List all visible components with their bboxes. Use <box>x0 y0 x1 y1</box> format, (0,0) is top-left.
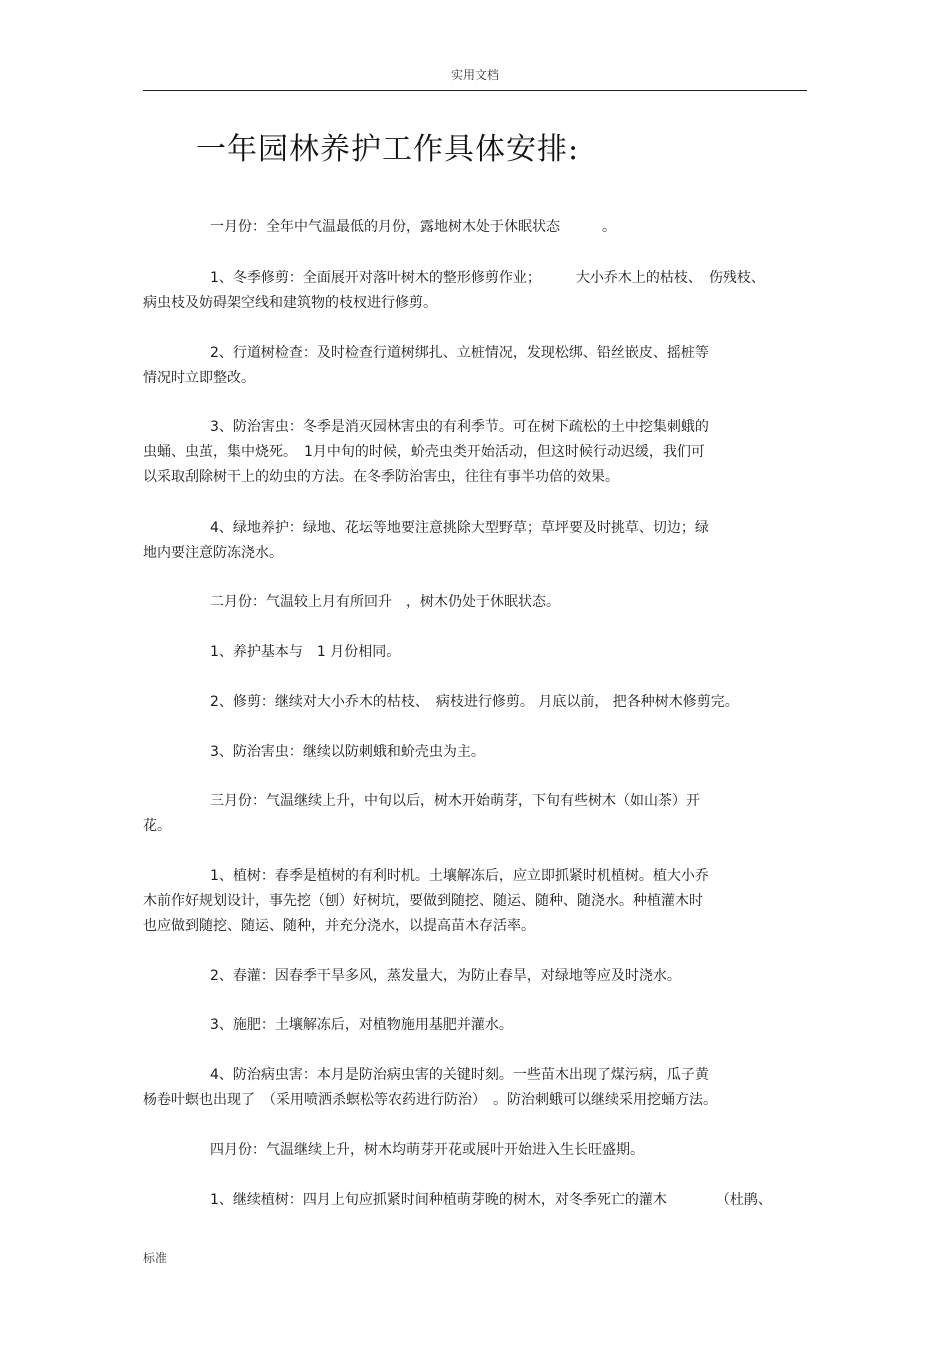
text-line: 3、防治害虫：冬季是消灭园林害虫的有利季节。可在树下疏松的土中挖集刺蛾的 <box>210 419 709 435</box>
text-line: 4、绿地养护：绿地、花坛等地要注意挑除大型野草；草坪要及时挑草、切边；绿 <box>210 520 709 536</box>
text-line: 地内要注意防冻浇水。 <box>143 545 283 561</box>
text-line: 二月份：气温较上月有所回升 ，树木仍处于休眠状态。 <box>210 594 560 610</box>
text-line: 虫蛹、虫茧，集中烧死。 1月中旬的时候，蚧壳虫类开始活动，但这时候行动迟缓，我们可 <box>143 444 705 460</box>
text-line: 2、行道树检查：及时检查行道树绑扎、立桩情况，发现松绑、铅丝嵌皮、摇桩等 <box>210 345 709 361</box>
text-line: 情况时立即整改。 <box>143 370 255 386</box>
text-line: 3、防治害虫：继续以防刺蛾和蚧壳虫为主。 <box>210 744 485 760</box>
text-line: 3、施肥：土壤解冻后，对植物施用基肥并灌水。 <box>210 1017 513 1033</box>
text-line: 2、春灌：因春季干旱多风，蒸发量大，为防止春旱，对绿地等应及时浇水。 <box>210 968 681 984</box>
text-line: 1、继续植树：四月上旬应抓紧时间种植萌芽晚的树木，对冬季死亡的灌木 （杜鹃、 <box>210 1192 772 1208</box>
text-line: 一月份：全年中气温最低的月份，露地树木处于休眠状态 。 <box>210 219 616 235</box>
text-line: 木前作好规划设计，事先挖（刨）好树坑，要做到随挖、随运、随种、随浇水。种植灌木时 <box>143 893 703 909</box>
text-line: 以采取刮除树干上的幼虫的方法。在冬季防治害虫，往往有事半功倍的效果。 <box>143 469 619 485</box>
document-title: 一年园林养护工作具体安排: <box>196 132 580 167</box>
header-divider <box>143 90 807 91</box>
text-line: 杨卷叶螟也出现了 （采用喷洒杀螟松等农药进行防治） 。防治刺蛾可以继续采用挖蛹方法。 <box>143 1092 717 1108</box>
text-line: 三月份：气温继续上升，中旬以后，树木开始萌芽，下旬有些树木（如山茶）开 <box>210 793 700 809</box>
page-footer: 标准 <box>143 1251 168 1265</box>
text-line: 4、防治病虫害：本月是防治病虫害的关键时刻。一些苗木出现了煤污病，瓜子黄 <box>210 1067 709 1083</box>
text-line: 也应做到随挖、随运、随种，并充分浇水，以提高苗木存活率。 <box>143 918 535 934</box>
text-line: 2、修剪：继续对大小乔木的枯枝、 病枝进行修剪。 月底以前， 把各种树木修剪完。 <box>210 694 739 710</box>
text-line: 1、植树：春季是植树的有利时机。土壤解冻后，应立即抓紧时机植树。植大小乔 <box>210 868 709 884</box>
text-line: 病虫枝及妨碍架空线和建筑物的枝杈进行修剪。 <box>143 295 437 311</box>
page-header: 实用文档 <box>450 68 499 82</box>
text-line: 1、冬季修剪：全面展开对落叶树木的整形修剪作业； 大小乔木上的枯枝、 伤残枝、 <box>210 270 765 286</box>
text-line: 花。 <box>143 818 171 834</box>
text-line: 1、养护基本与 1 月份相同。 <box>210 644 401 660</box>
text-line: 四月份：气温继续上升，树木均萌芽开花或展叶开始进入生长旺盛期。 <box>210 1142 644 1158</box>
